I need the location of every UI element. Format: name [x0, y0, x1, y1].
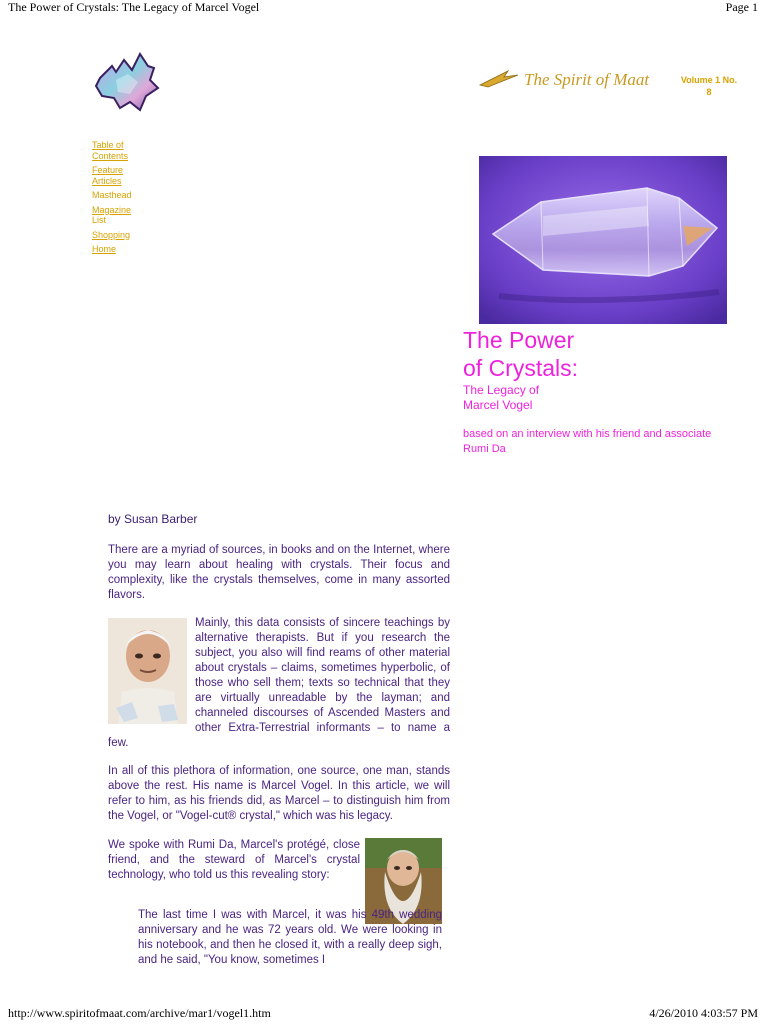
volume-label: Volume 1 No. 8: [680, 75, 738, 97]
article-title: The Power of Crystals:: [463, 327, 579, 381]
quoted-story: The last time I was with Marcel, it was his 49th wedding anniversary and he was 72 years old. We were looking in his notebook, and then he closed it, with a really deep sigh, and he said, "You know, sometimes I: [138, 909, 442, 966]
print-footer-url: http://www.spiritofmaat.com/archive/mar1/vogel1.htm: [8, 1006, 271, 1020]
nav-magazine-list[interactable]: Magazine List: [92, 204, 132, 225]
marcel-vogel-photo: [108, 618, 187, 724]
nav-feature-articles[interactable]: Feature Articles: [92, 165, 124, 186]
paragraph-1: There are a myriad of sources, in books and on the Internet, where you may learn about healing with crystals. Their focus and complexity, like the crystals themselves, come in many assorted flavors.: [108, 544, 450, 601]
crystal-logo: [94, 52, 162, 112]
nav-masthead: Masthead: [92, 190, 132, 200]
print-footer: [0, 1006, 768, 1022]
paragraph-2: Mainly, this data consists of sincere teachings by alternative therapists. But if you research the subject, you also will find reams of other material about crystals – claims, sometimes hyperbolic, of those who sell them; texts so technical that they are virtually unreadable by the layman; and channeled discourses of Ascended Masters and other Extra-Terrestrial informants – to name a few.: [108, 617, 450, 749]
print-header: [0, 0, 768, 16]
article-basis-note: based on an interview with his friend and associate Rumi Da: [463, 428, 712, 455]
print-footer-timestamp: 4/26/2010 4:03:57 PM: [649, 1006, 758, 1020]
nav-home[interactable]: Home: [92, 244, 117, 254]
crystal-hero-image: [479, 156, 727, 324]
print-header-title: The Power of Crystals: The Legacy of Marcel Vogel: [8, 0, 260, 14]
paragraph-3: In all of this plethora of information, one source, one man, stands above the rest. His name is Marcel Vogel. In this article, we will refer to him, as his friends did, as Marcel – to distinguish him from the Vogel, or "Vogel-cut® crystal," which was his legacy.: [108, 765, 450, 822]
paragraph-4: We spoke with Rumi Da, Marcel's protégé, close friend, and the steward of Marcel's crystal technology, who told us this revealing story:: [108, 839, 360, 881]
nav-shopping[interactable]: Shopping: [92, 229, 131, 240]
nav-table-of-contents[interactable]: Table of Contents: [92, 140, 129, 161]
article-subtitle: The Legacy of Marcel Vogel: [463, 383, 540, 412]
side-nav: [92, 140, 162, 255]
byline: by Susan Barber: [108, 512, 198, 526]
spirit-of-maat-logo: [478, 63, 653, 93]
print-header-page: Page 1: [725, 0, 758, 14]
svg-text:The Spirit of Maat: The Spirit of Maat: [524, 70, 650, 89]
